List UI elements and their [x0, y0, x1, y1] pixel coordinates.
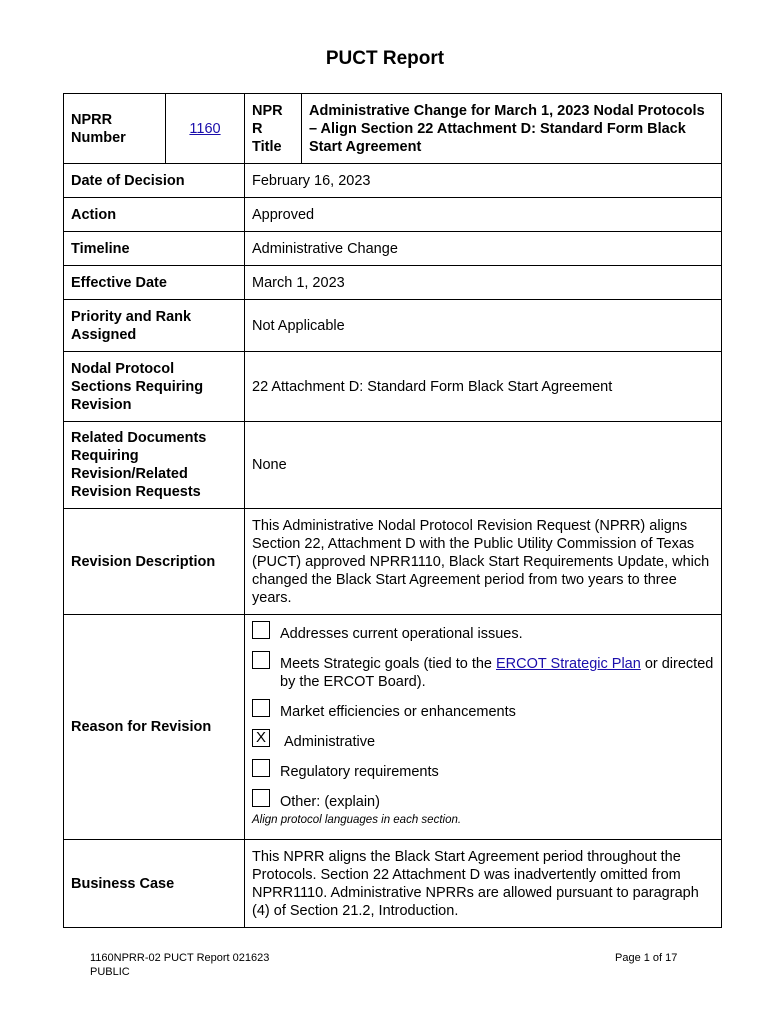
table-row [64, 422, 722, 509]
revision-description-label: Revision Description [64, 509, 245, 615]
table-row [64, 840, 722, 928]
footer-doc-id: 1160NPRR-02 PUCT Report 021623 [90, 952, 270, 964]
sections-value: 22 Attachment D: Standard Form Black Start Agreement [245, 352, 722, 422]
reason-option [252, 703, 714, 721]
table-row [64, 615, 722, 840]
table-row [64, 198, 722, 232]
nprr-title: Administrative Change for March 1, 2023 Nodal Protocols – Align Section 22 Attachment D: Standard Form Black Start Agreement [302, 94, 722, 164]
reason-option-label [280, 655, 714, 691]
priority-label: Priority and Rank Assigned [64, 300, 245, 352]
table-row [64, 266, 722, 300]
table-row [64, 509, 722, 615]
reason-option [252, 763, 714, 781]
page-number: Page 1 of 17 [615, 952, 678, 964]
checkbox[interactable]: X [252, 729, 270, 747]
nprr-title-label [245, 94, 302, 164]
reason-options [245, 615, 722, 840]
ercot-strategic-plan-link[interactable]: ERCOT Strategic Plan [496, 656, 641, 672]
nprr-title-label-line: NPR [252, 102, 283, 119]
table-row [64, 232, 722, 266]
reason-option [252, 729, 714, 751]
reason-option [252, 625, 714, 643]
footer-left [90, 951, 269, 979]
reason-option-label: Administrative [284, 734, 376, 750]
revision-description-value: This Administrative Nodal Protocol Revision Request (NPRR) aligns Section 22, Attachment D with the Public Utility Commission of Texas (PUCT) approved NPRR1110, Black Start Requirements Update, which changed the Black Start Agreement period from two years to three years. [245, 509, 722, 615]
puct-report-table [63, 93, 722, 928]
timeline-label: Timeline [64, 232, 245, 266]
priority-value: Not Applicable [245, 300, 722, 352]
sections-label: Nodal Protocol Sections Requiring Revision [64, 352, 245, 422]
table-row [64, 300, 722, 352]
related-docs-label: Related Documents Requiring Revision/Related Revision Requests [64, 422, 245, 509]
nprr-number-label: NPRR Number [64, 94, 166, 164]
table-row [64, 164, 722, 198]
table-row [64, 352, 722, 422]
reason-option [252, 793, 714, 811]
action-label: Action [64, 198, 245, 232]
related-docs-value: None [245, 422, 722, 509]
effective-date-value: March 1, 2023 [245, 266, 722, 300]
nprr-title-label-line: R [252, 120, 263, 137]
business-case-label: Business Case [64, 840, 245, 928]
nprr-number-cell [166, 94, 245, 164]
nprr-title-label-line: Title [252, 138, 282, 155]
effective-date-label: Effective Date [64, 266, 245, 300]
reason-option-text: or directed by the ERCOT Board). [280, 656, 714, 690]
reason-note: Align protocol languages in each section. [252, 814, 462, 826]
header-row [64, 94, 722, 164]
checkbox[interactable] [252, 789, 270, 807]
reason-option-label: Other: (explain) [280, 794, 380, 810]
page-title: PUCT Report [325, 48, 445, 69]
checkbox[interactable] [252, 699, 270, 717]
reason-option-label: Market efficiencies or enhancements [280, 704, 516, 720]
footer-classification: PUBLIC [90, 966, 130, 978]
reason-option-text: Meets Strategic goals (tied to the [280, 656, 496, 672]
date-of-decision-value: February 16, 2023 [245, 164, 722, 198]
reason-option-label: Addresses current operational issues. [280, 626, 523, 642]
timeline-value: Administrative Change [245, 232, 722, 266]
checkbox[interactable] [252, 621, 270, 639]
business-case-value: This NPRR aligns the Black Start Agreement period throughout the Protocols. Section 22 Attachment D was inadvertently omitted from NPRR1110. Administrative NPRRs are allowed pursuant to paragraph (4) of Section 21.2, Introduction. [245, 840, 722, 928]
reason-option [252, 655, 714, 691]
action-value: Approved [245, 198, 722, 232]
reason-option-label: Regulatory requirements [280, 764, 439, 780]
nprr-number-link[interactable]: 1160 [189, 120, 221, 137]
date-of-decision-label: Date of Decision [64, 164, 245, 198]
checkbox[interactable] [252, 651, 270, 669]
reason-label: Reason for Revision [64, 615, 245, 840]
checkbox[interactable] [252, 759, 270, 777]
